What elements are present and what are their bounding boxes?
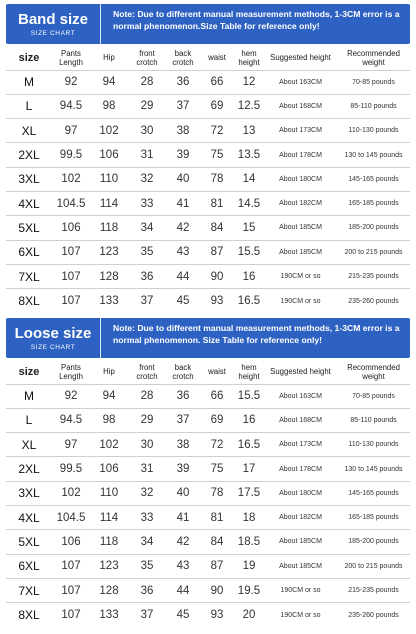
size-label-cell: 4XL — [6, 505, 52, 529]
table-cell: About 168CM — [264, 94, 337, 118]
table-cell: 190CM or so — [264, 289, 337, 313]
table-cell: 19 — [234, 554, 264, 578]
table-cell: 13 — [234, 119, 264, 143]
table-cell: 39 — [166, 457, 200, 481]
table-cell: 190CM or so — [264, 603, 337, 627]
table-cell: 40 — [166, 167, 200, 191]
table-cell: 36 — [128, 264, 166, 288]
table-row — [6, 289, 410, 313]
table-cell: 14.5 — [234, 191, 264, 215]
table-row — [6, 240, 410, 264]
table-cell: 97 — [52, 433, 90, 457]
table-cell: 37 — [166, 94, 200, 118]
table-cell: About 178CM — [264, 143, 337, 167]
table-cell: 41 — [166, 191, 200, 215]
table-cell: About 185CM — [264, 530, 337, 554]
table-cell: 32 — [128, 167, 166, 191]
table-cell: About 185CM — [264, 240, 337, 264]
table-cell: 94.5 — [52, 408, 90, 432]
table-cell: 133 — [90, 603, 128, 627]
band-size-note: Note: Due to different manual measurement methods, 1-3CM error is a normal phenomenon.Size Table for reference only! — [113, 9, 400, 31]
table-row — [6, 578, 410, 602]
table-cell: 37 — [128, 603, 166, 627]
table-cell: 215-235 pounds — [337, 264, 410, 288]
band-table-body — [6, 70, 410, 313]
table-cell: 94 — [90, 70, 128, 94]
table-cell: 81 — [200, 191, 234, 215]
column-header: hem height — [238, 48, 260, 67]
column-header: size — [18, 52, 40, 65]
loose-size-subtitle: SIZE CHART — [30, 344, 76, 351]
table-row — [6, 167, 410, 191]
table-cell: 110 — [90, 481, 128, 505]
table-cell: 110 — [90, 167, 128, 191]
size-label-cell: XL — [6, 433, 52, 457]
table-cell: 94 — [90, 384, 128, 408]
table-cell: 85-110 pounds — [337, 408, 410, 432]
table-cell: 14 — [234, 167, 264, 191]
table-cell: 107 — [52, 578, 90, 602]
table-cell: 94.5 — [52, 94, 90, 118]
table-cell: 28 — [128, 384, 166, 408]
table-cell: 104.5 — [52, 191, 90, 215]
table-cell: 38 — [166, 119, 200, 143]
table-row — [6, 554, 410, 578]
table-cell: 165-185 pounds — [337, 191, 410, 215]
table-cell: 114 — [90, 505, 128, 529]
table-cell: 97 — [52, 119, 90, 143]
table-cell: 18 — [234, 505, 264, 529]
table-cell: 16.5 — [234, 433, 264, 457]
table-cell: 145-165 pounds — [337, 167, 410, 191]
table-cell: 16 — [234, 264, 264, 288]
table-cell: 41 — [166, 505, 200, 529]
table-cell: 215-235 pounds — [337, 578, 410, 602]
table-cell: 107 — [52, 264, 90, 288]
column-header: waist — [208, 367, 226, 377]
band-size-subtitle: SIZE CHART — [30, 30, 76, 37]
table-cell: 93 — [200, 603, 234, 627]
column-header: Suggested height — [270, 367, 331, 377]
loose-table-body — [6, 384, 410, 627]
table-cell: 75 — [200, 457, 234, 481]
table-cell: 13.5 — [234, 143, 264, 167]
table-cell: 78 — [200, 481, 234, 505]
table-cell: 190CM or so — [264, 578, 337, 602]
table-cell: 235-260 pounds — [337, 603, 410, 627]
table-cell: 30 — [128, 119, 166, 143]
band-size-chart — [6, 4, 410, 313]
table-cell: 17 — [234, 457, 264, 481]
table-cell: 19.5 — [234, 578, 264, 602]
table-cell: 128 — [90, 264, 128, 288]
size-label-cell: 5XL — [6, 216, 52, 240]
table-cell: 36 — [128, 578, 166, 602]
size-label-cell: 8XL — [6, 603, 52, 627]
size-label-cell: 6XL — [6, 240, 52, 264]
table-cell: 190CM or so — [264, 264, 337, 288]
table-cell: 42 — [166, 216, 200, 240]
band-size-header — [6, 4, 410, 44]
table-row — [6, 70, 410, 94]
table-cell: 130 to 145 pounds — [337, 457, 410, 481]
table-cell: 93 — [200, 289, 234, 313]
table-row — [6, 191, 410, 215]
table-cell: 39 — [166, 143, 200, 167]
table-cell: 34 — [128, 530, 166, 554]
loose-title-box — [6, 318, 101, 358]
table-cell: 69 — [200, 94, 234, 118]
table-row — [6, 481, 410, 505]
table-row — [6, 505, 410, 529]
column-header: Pants Length — [59, 362, 83, 381]
size-label-cell: 3XL — [6, 481, 52, 505]
table-cell: 16.5 — [234, 289, 264, 313]
table-cell: 45 — [166, 603, 200, 627]
loose-size-title: Loose size — [14, 325, 92, 342]
table-cell: 123 — [90, 554, 128, 578]
table-cell: 40 — [166, 481, 200, 505]
column-header: back crotch — [172, 48, 194, 67]
column-header: hem height — [238, 362, 260, 381]
table-cell: About 173CM — [264, 119, 337, 143]
size-label-cell: XL — [6, 119, 52, 143]
loose-size-note: Note: Due to different manual measurement methods, 1-3CM error is a normal phenomenon. Size Table for reference only! — [113, 323, 400, 345]
table-cell: 87 — [200, 240, 234, 264]
table-cell: About 185CM — [264, 554, 337, 578]
table-cell: 70-85 pounds — [337, 70, 410, 94]
table-cell: 133 — [90, 289, 128, 313]
table-cell: 90 — [200, 578, 234, 602]
table-cell: 123 — [90, 240, 128, 264]
table-cell: 12 — [234, 70, 264, 94]
table-cell: About 163CM — [264, 384, 337, 408]
table-row — [6, 119, 410, 143]
column-header: Recommended weight — [347, 48, 400, 67]
loose-size-header — [6, 318, 410, 358]
table-cell: 107 — [52, 603, 90, 627]
loose-size-table — [6, 358, 410, 627]
table-cell: 235-260 pounds — [337, 289, 410, 313]
band-header-row — [6, 44, 410, 70]
table-row — [6, 384, 410, 408]
table-cell: 104.5 — [52, 505, 90, 529]
table-cell: About 185CM — [264, 216, 337, 240]
table-cell: 33 — [128, 191, 166, 215]
table-cell: 43 — [166, 554, 200, 578]
size-label-cell: L — [6, 94, 52, 118]
table-cell: 118 — [90, 530, 128, 554]
table-cell: 35 — [128, 240, 166, 264]
table-cell: 35 — [128, 554, 166, 578]
table-cell: 30 — [128, 433, 166, 457]
table-row — [6, 433, 410, 457]
table-cell: 66 — [200, 70, 234, 94]
table-cell: 37 — [128, 289, 166, 313]
table-cell: 99.5 — [52, 457, 90, 481]
loose-header-row — [6, 358, 410, 384]
table-cell: 185-200 pounds — [337, 216, 410, 240]
table-cell: 44 — [166, 264, 200, 288]
size-label-cell: M — [6, 70, 52, 94]
table-row — [6, 603, 410, 627]
size-label-cell: 7XL — [6, 264, 52, 288]
column-header: back crotch — [172, 362, 194, 381]
size-label-cell: L — [6, 408, 52, 432]
table-row — [6, 143, 410, 167]
column-header: front crotch — [136, 362, 158, 381]
table-cell: 92 — [52, 70, 90, 94]
table-cell: 107 — [52, 240, 90, 264]
table-row — [6, 408, 410, 432]
table-cell: 72 — [200, 433, 234, 457]
table-cell: 15.5 — [234, 384, 264, 408]
table-cell: 31 — [128, 143, 166, 167]
table-cell: 31 — [128, 457, 166, 481]
table-cell: About 168CM — [264, 408, 337, 432]
size-label-cell: 7XL — [6, 578, 52, 602]
table-cell: 106 — [90, 143, 128, 167]
table-cell: About 182CM — [264, 505, 337, 529]
table-cell: 66 — [200, 384, 234, 408]
table-row — [6, 216, 410, 240]
table-cell: 118 — [90, 216, 128, 240]
table-cell: 70-85 pounds — [337, 384, 410, 408]
table-cell: 107 — [52, 554, 90, 578]
column-header: size — [18, 366, 40, 379]
table-cell: 18.5 — [234, 530, 264, 554]
column-header: Hip — [103, 53, 115, 63]
table-row — [6, 94, 410, 118]
table-cell: 145-165 pounds — [337, 481, 410, 505]
loose-size-chart — [6, 318, 410, 627]
table-cell: 110-130 pounds — [337, 433, 410, 457]
table-cell: 17.5 — [234, 481, 264, 505]
size-label-cell: 3XL — [6, 167, 52, 191]
column-header: Suggested height — [270, 53, 331, 63]
table-cell: About 180CM — [264, 167, 337, 191]
table-cell: 200 to 215 pounds — [337, 554, 410, 578]
column-header: front crotch — [136, 48, 158, 67]
table-row — [6, 264, 410, 288]
table-cell: 102 — [90, 119, 128, 143]
size-label-cell: 5XL — [6, 530, 52, 554]
table-cell: 106 — [52, 530, 90, 554]
table-cell: 114 — [90, 191, 128, 215]
table-row — [6, 457, 410, 481]
table-cell: 29 — [128, 94, 166, 118]
table-cell: 45 — [166, 289, 200, 313]
table-cell: 81 — [200, 505, 234, 529]
table-cell: 106 — [52, 216, 90, 240]
table-cell: About 178CM — [264, 457, 337, 481]
table-cell: 87 — [200, 554, 234, 578]
band-size-title: Band size — [17, 11, 89, 28]
size-label-cell: M — [6, 384, 52, 408]
table-cell: 12.5 — [234, 94, 264, 118]
table-cell: 102 — [52, 167, 90, 191]
size-label-cell: 8XL — [6, 289, 52, 313]
column-header: Recommended weight — [347, 362, 400, 381]
table-cell: 33 — [128, 505, 166, 529]
size-label-cell: 6XL — [6, 554, 52, 578]
table-cell: 84 — [200, 216, 234, 240]
column-header: waist — [208, 53, 226, 63]
table-cell: About 180CM — [264, 481, 337, 505]
table-cell: 92 — [52, 384, 90, 408]
table-cell: 106 — [90, 457, 128, 481]
table-cell: 90 — [200, 264, 234, 288]
table-cell: 32 — [128, 481, 166, 505]
table-cell: 99.5 — [52, 143, 90, 167]
table-cell: About 182CM — [264, 191, 337, 215]
table-cell: 78 — [200, 167, 234, 191]
table-cell: 15.5 — [234, 240, 264, 264]
table-cell: 38 — [166, 433, 200, 457]
table-cell: 98 — [90, 94, 128, 118]
table-cell: 200 to 215 pounds — [337, 240, 410, 264]
table-cell: 34 — [128, 216, 166, 240]
table-cell: 185-200 pounds — [337, 530, 410, 554]
table-cell: 20 — [234, 603, 264, 627]
table-cell: 107 — [52, 289, 90, 313]
table-cell: 43 — [166, 240, 200, 264]
column-header: Pants Length — [59, 48, 83, 67]
table-cell: 69 — [200, 408, 234, 432]
table-cell: 44 — [166, 578, 200, 602]
table-cell: 29 — [128, 408, 166, 432]
table-cell: 102 — [90, 433, 128, 457]
table-cell: 36 — [166, 384, 200, 408]
table-cell: 84 — [200, 530, 234, 554]
table-cell: 28 — [128, 70, 166, 94]
size-label-cell: 2XL — [6, 457, 52, 481]
table-row — [6, 530, 410, 554]
table-cell: 128 — [90, 578, 128, 602]
table-cell: 36 — [166, 70, 200, 94]
table-cell: 85-110 pounds — [337, 94, 410, 118]
table-cell: 98 — [90, 408, 128, 432]
column-header: Hip — [103, 367, 115, 377]
table-cell: 110-130 pounds — [337, 119, 410, 143]
table-cell: 72 — [200, 119, 234, 143]
band-title-box — [6, 4, 101, 44]
table-cell: 75 — [200, 143, 234, 167]
band-size-table — [6, 44, 410, 313]
table-cell: 165-185 pounds — [337, 505, 410, 529]
table-cell: About 173CM — [264, 433, 337, 457]
table-cell: About 163CM — [264, 70, 337, 94]
size-label-cell: 4XL — [6, 191, 52, 215]
table-cell: 37 — [166, 408, 200, 432]
table-cell: 16 — [234, 408, 264, 432]
table-cell: 15 — [234, 216, 264, 240]
size-label-cell: 2XL — [6, 143, 52, 167]
table-cell: 102 — [52, 481, 90, 505]
table-cell: 42 — [166, 530, 200, 554]
table-cell: 130 to 145 pounds — [337, 143, 410, 167]
